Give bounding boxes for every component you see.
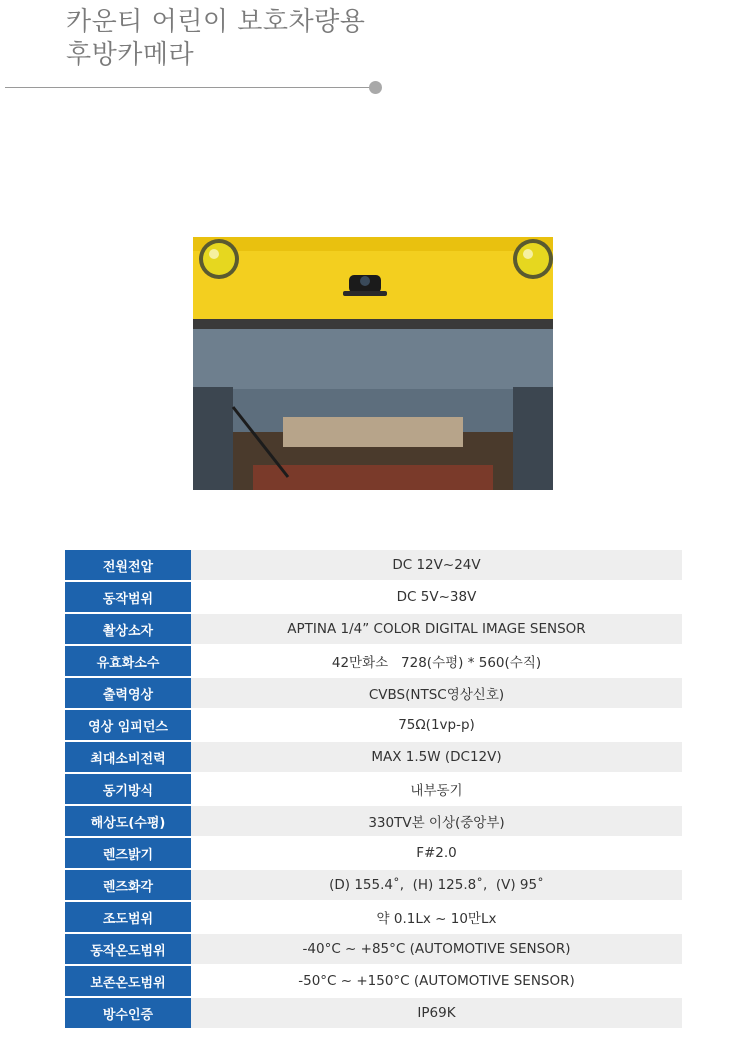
spec-value: F#2.0 xyxy=(191,838,682,870)
spec-row xyxy=(65,742,682,774)
spec-value: 42만화소 728(수평) * 560(수직) xyxy=(191,646,682,678)
interior-right xyxy=(513,387,553,490)
left-lamp xyxy=(203,243,235,275)
spec-value: 330TV본 이상(중앙부) xyxy=(191,806,682,838)
bus-rear-camera-illustration xyxy=(193,237,553,490)
camera-lens xyxy=(360,276,370,286)
spec-row xyxy=(65,806,682,838)
spec-row xyxy=(65,902,682,934)
spec-label: 방수인증 xyxy=(65,998,191,1030)
spec-row xyxy=(65,582,682,614)
spec-value: APTINA 1/4” COLOR DIGITAL IMAGE SENSOR xyxy=(191,614,682,646)
title-divider xyxy=(5,87,373,88)
spec-value: (D) 155.4˚, (H) 125.8˚, (V) 95˚ xyxy=(191,870,682,902)
left-lamp-glint xyxy=(209,249,219,259)
spec-row xyxy=(65,774,682,806)
spec-label: 촬상소자 xyxy=(65,614,191,646)
spec-value: DC 12V~24V xyxy=(191,550,682,582)
spec-row xyxy=(65,870,682,902)
spec-label: 출력영상 xyxy=(65,678,191,710)
spec-label: 보존온도범위 xyxy=(65,966,191,998)
spec-row xyxy=(65,838,682,870)
spec-value: IP69K xyxy=(191,998,682,1030)
spec-value: 약 0.1Lx ~ 10만Lx xyxy=(191,902,682,934)
seat-backs xyxy=(253,465,493,490)
page-title-line-2: 후방카메라 xyxy=(66,40,195,70)
spec-value: CVBS(NTSC영상신호) xyxy=(191,678,682,710)
spec-value: 75Ω(1vp-p) xyxy=(191,710,682,742)
spec-table xyxy=(65,550,682,1030)
spec-row xyxy=(65,550,682,582)
interior-left xyxy=(193,387,233,490)
spec-value: DC 5V~38V xyxy=(191,582,682,614)
spec-label: 렌즈화각 xyxy=(65,870,191,902)
spec-row xyxy=(65,710,682,742)
spec-label: 해상도(수평) xyxy=(65,806,191,838)
roof-edge xyxy=(193,319,553,329)
spec-label: 동작범위 xyxy=(65,582,191,614)
window-reflection xyxy=(193,329,553,389)
spec-label: 유효화소수 xyxy=(65,646,191,678)
spec-row xyxy=(65,934,682,966)
spec-value: -40°C ~ +85°C (AUTOMOTIVE SENSOR) xyxy=(191,934,682,966)
spec-label: 영상 임피던스 xyxy=(65,710,191,742)
spec-label: 최대소비전력 xyxy=(65,742,191,774)
spec-label: 전원전압 xyxy=(65,550,191,582)
spec-label: 렌즈밝기 xyxy=(65,838,191,870)
spec-label: 동작온도범위 xyxy=(65,934,191,966)
camera-mount xyxy=(343,291,387,296)
right-lamp-glint xyxy=(523,249,533,259)
product-photo xyxy=(193,237,553,490)
spec-value: MAX 1.5W (DC12V) xyxy=(191,742,682,774)
page-title-line-1: 카운티 어린이 보호차량용 xyxy=(66,7,366,37)
spec-row xyxy=(65,678,682,710)
spec-label: 동기방식 xyxy=(65,774,191,806)
right-lamp xyxy=(517,243,549,275)
spec-value: 내부동기 xyxy=(191,774,682,806)
page-title xyxy=(66,6,365,72)
spec-row xyxy=(65,966,682,998)
front-windshield xyxy=(283,417,463,447)
spec-row xyxy=(65,998,682,1030)
spec-row xyxy=(65,614,682,646)
bus-roof-shade xyxy=(193,237,553,251)
spec-label: 조도범위 xyxy=(65,902,191,934)
spec-value: -50°C ~ +150°C (AUTOMOTIVE SENSOR) xyxy=(191,966,682,998)
divider-dot xyxy=(369,81,382,94)
spec-row xyxy=(65,646,682,678)
